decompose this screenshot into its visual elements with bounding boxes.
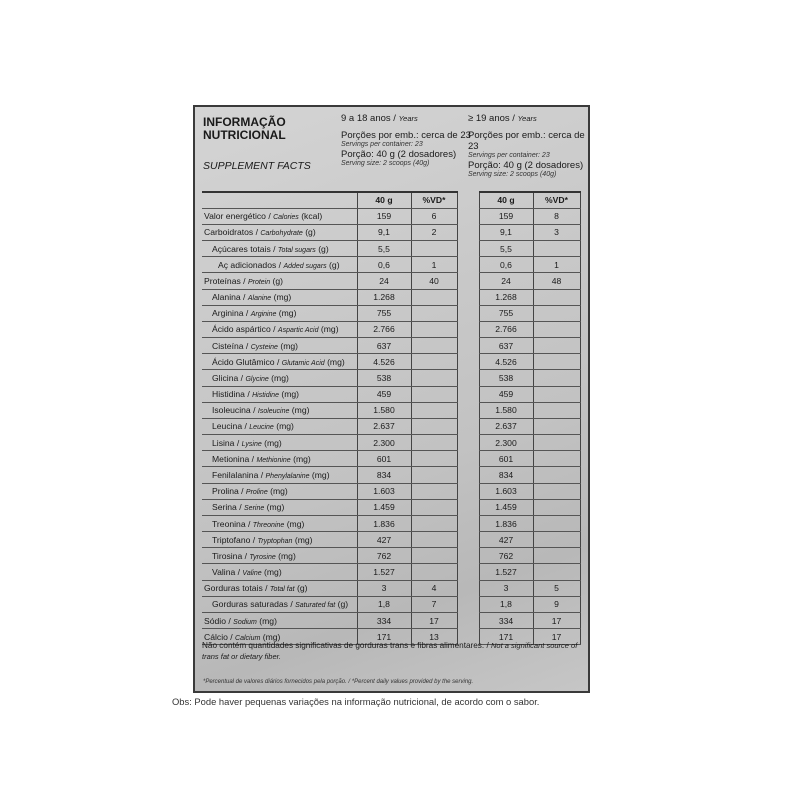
amount-1: 538 xyxy=(357,370,411,386)
table-row xyxy=(202,402,580,418)
vd-header-1: %VD* xyxy=(411,192,457,208)
vd-2: 5 xyxy=(533,580,580,596)
nutrient-unit: (mg) xyxy=(271,372,289,383)
nutrient-name xyxy=(202,257,357,273)
nutrient-unit: (mg) xyxy=(273,292,292,303)
vd-1 xyxy=(411,386,457,402)
nutrient-unit: (mg) xyxy=(286,518,305,529)
amount-1: 334 xyxy=(357,612,411,628)
label-header xyxy=(195,107,588,185)
vd-1: 7 xyxy=(411,596,457,612)
nutrient-en: Saturated fat xyxy=(295,602,336,610)
nutrient-unit: (kcal) xyxy=(301,211,323,222)
nutrient-name xyxy=(202,386,357,402)
nutrient-pt: Leucina / xyxy=(212,421,247,432)
column-header-1: 9 a 18 anos / Years Porções por emb.: cerca de 23 Servings per container: 23 Porção: 40 g (2 dosadores) Serving size: 2 scoops (40g) xyxy=(341,113,471,167)
nutrient-en: Arginine xyxy=(250,311,277,319)
vd-1: 17 xyxy=(411,612,457,628)
table-row xyxy=(202,596,580,612)
nutrient-name xyxy=(202,499,357,515)
nutrient-name xyxy=(202,241,357,257)
table-row xyxy=(202,224,580,240)
nutrient-pt: Prolina / xyxy=(212,486,244,497)
nutrient-pt: Aç adicionados / xyxy=(218,259,282,270)
table-row xyxy=(202,418,580,434)
nutrient-pt: Cálcio / xyxy=(204,631,233,642)
vd-2: 3 xyxy=(533,224,580,240)
amount-2: 1.836 xyxy=(479,515,533,531)
nutrient-en: Proline xyxy=(245,489,268,497)
vd-1: 1 xyxy=(411,257,457,273)
table-row xyxy=(202,435,580,451)
table-row xyxy=(202,321,580,337)
vd-2 xyxy=(533,321,580,337)
nutrient-name xyxy=(202,273,357,289)
table-row xyxy=(202,208,580,224)
amount-2: 834 xyxy=(479,467,533,483)
vd-2 xyxy=(533,564,580,580)
nutrient-en: Aspartic Acid xyxy=(277,327,319,335)
nutrient-unit: (mg) xyxy=(311,470,330,480)
vd-2 xyxy=(533,402,580,418)
vd-1: 4 xyxy=(411,580,457,596)
nutrient-unit: (mg) xyxy=(281,389,300,400)
table-row xyxy=(202,467,580,483)
nutrient-en: Glycine xyxy=(245,375,269,383)
table-row xyxy=(202,548,580,564)
amount-1: 762 xyxy=(357,548,411,564)
nutrient-unit: (mg) xyxy=(291,405,310,416)
amount-2: 1.268 xyxy=(479,289,533,305)
vd-2 xyxy=(533,532,580,548)
nutrient-en: Glutamic Acid xyxy=(281,359,325,367)
vd-1 xyxy=(411,418,457,434)
nutrient-en: Leucine xyxy=(249,424,274,432)
amount-2: 9,1 xyxy=(479,224,533,240)
amount-1: 1.459 xyxy=(357,499,411,515)
nutrient-name xyxy=(202,548,357,564)
nutrient-unit: (g) xyxy=(318,243,329,254)
amount-1: 1,8 xyxy=(357,596,411,612)
col1-serving-en: Serving size: 2 scoops (40g) xyxy=(341,160,430,167)
amount-2: 171 xyxy=(479,629,533,645)
vd-2 xyxy=(533,354,580,370)
nutrient-pt: Tirosina / xyxy=(212,550,248,561)
col1-portions: Porções por emb.: cerca de 23 xyxy=(341,130,471,141)
label-subtitle: SUPPLEMENT FACTS xyxy=(203,160,311,172)
nutrient-name xyxy=(202,580,357,596)
table-row xyxy=(202,564,580,580)
col2-age-en: Years xyxy=(517,114,537,123)
vd-1 xyxy=(411,305,457,321)
amount-2: 2.300 xyxy=(479,435,533,451)
col1-portions-en: Servings per container: 23 xyxy=(341,141,423,148)
nutrient-pt: Histidina / xyxy=(212,389,250,400)
amount-2: 2.637 xyxy=(479,418,533,434)
amount-1: 5,5 xyxy=(357,241,411,257)
amount-1: 637 xyxy=(357,338,411,354)
amount-1: 2.766 xyxy=(357,321,411,337)
amount-2: 24 xyxy=(479,273,533,289)
amount-1: 459 xyxy=(357,386,411,402)
nutrient-pt: Cisteína / xyxy=(212,340,249,351)
vd-2 xyxy=(533,338,580,354)
amount-2: 0,6 xyxy=(479,257,533,273)
nutrient-unit: (mg) xyxy=(293,453,311,464)
amount-2: 538 xyxy=(479,370,533,386)
amount-2: 3 xyxy=(479,580,533,596)
vd-2 xyxy=(533,386,580,402)
table-row xyxy=(202,532,580,548)
nutrient-pt: Ácido aspártico / xyxy=(212,324,276,335)
nutrient-name xyxy=(202,224,357,240)
nutrient-unit: (mg) xyxy=(278,550,296,561)
table-row xyxy=(202,338,580,354)
nutrient-name xyxy=(202,451,357,467)
vd-1: 6 xyxy=(411,208,457,224)
nutrient-unit: (g) xyxy=(272,275,284,286)
amount-2: 1.603 xyxy=(479,483,533,499)
nutrient-pt: Serina / xyxy=(212,502,242,513)
col2-serving: Porção: 40 g (2 dosadores) xyxy=(468,160,584,171)
amount-1: 3 xyxy=(357,580,411,596)
nutrient-en: Sodium xyxy=(233,618,257,626)
nutrient-en: Cysteine xyxy=(250,343,278,351)
nutrient-pt: Sódio / xyxy=(204,615,231,626)
nutrient-pt: Proteínas / xyxy=(204,275,246,286)
amount-2: 4.526 xyxy=(479,354,533,370)
nutrient-header xyxy=(202,192,357,208)
nutrient-unit: (mg) xyxy=(276,421,294,432)
amount-1: 2.637 xyxy=(357,418,411,434)
vd-2 xyxy=(533,418,580,434)
vd-2 xyxy=(533,305,580,321)
amount-1: 171 xyxy=(357,629,411,645)
nutrient-en: Tryptophan xyxy=(257,537,293,545)
nutrient-name xyxy=(202,467,357,483)
nutrient-pt: Valina / xyxy=(212,567,241,578)
vd-2: 9 xyxy=(533,596,580,612)
nutrient-unit: (mg) xyxy=(259,615,277,626)
vd-2 xyxy=(533,241,580,257)
amount-1: 1.580 xyxy=(357,402,411,418)
nutrient-unit: (g) xyxy=(305,227,316,238)
vd-1 xyxy=(411,354,457,370)
vd-2 xyxy=(533,499,580,515)
nutrient-name xyxy=(202,564,357,580)
vd-2 xyxy=(533,289,580,305)
nutrient-pt: Treonina / xyxy=(212,518,251,529)
vd-2 xyxy=(533,515,580,531)
col2-portions-en: Servings per container: 23 xyxy=(468,152,550,159)
amount-1: 2.300 xyxy=(357,435,411,451)
nutrient-en: Tyrosine xyxy=(249,553,276,561)
vd-1 xyxy=(411,321,457,337)
nutrient-pt: Valor energético / xyxy=(204,211,271,222)
nutrient-unit: (mg) xyxy=(262,631,281,642)
amount-2: 334 xyxy=(479,612,533,628)
amount-1: 427 xyxy=(357,532,411,548)
nutrient-pt: Açúcares totais / xyxy=(212,243,276,254)
amount-2: 159 xyxy=(479,208,533,224)
nutrition-label xyxy=(193,105,590,693)
nutrient-pt: Fenilalanina / xyxy=(212,470,264,480)
vd-2: 8 xyxy=(533,208,580,224)
nutrient-en: Added sugars xyxy=(283,262,327,270)
amount-1: 1.527 xyxy=(357,564,411,580)
nutrient-unit: (mg) xyxy=(278,308,297,319)
nutrient-pt: Arginina / xyxy=(212,308,249,319)
table-row xyxy=(202,370,580,386)
table-row xyxy=(202,305,580,321)
vd-1 xyxy=(411,289,457,305)
nutrient-en: Protein xyxy=(247,278,271,286)
col1-age: 9 a 18 anos xyxy=(341,113,391,124)
col1-age-en: Years xyxy=(398,114,418,123)
nutrient-unit: (mg) xyxy=(327,356,345,367)
amount-2: 2.766 xyxy=(479,321,533,337)
amount-2: 601 xyxy=(479,451,533,467)
vd-header-2: %VD* xyxy=(533,192,580,208)
nutrient-unit: (mg) xyxy=(294,534,313,545)
nutrient-name xyxy=(202,418,357,434)
nutrient-en: Valine xyxy=(242,570,262,578)
amount-1: 1.603 xyxy=(357,483,411,499)
vd-2 xyxy=(533,370,580,386)
amount-1: 0,6 xyxy=(357,257,411,273)
nutrient-en: Lysine xyxy=(241,440,262,448)
label-footnote xyxy=(202,640,585,662)
nutrient-en: Total fat xyxy=(269,586,295,594)
table-row xyxy=(202,515,580,531)
amount-2: 637 xyxy=(479,338,533,354)
vd-1: 2 xyxy=(411,224,457,240)
vd-2: 17 xyxy=(533,629,580,645)
vd-1 xyxy=(411,402,457,418)
amount-2: 755 xyxy=(479,305,533,321)
nutrient-en: Total sugars xyxy=(277,246,316,254)
amount-header-2: 40 g xyxy=(479,192,533,208)
nutrient-en: Serine xyxy=(244,505,265,513)
nutrient-en: Histidine xyxy=(252,392,279,400)
col2-serving-en: Serving size: 2 scoops (40g) xyxy=(468,171,557,178)
vd-1 xyxy=(411,435,457,451)
nutrient-en: Phenylalanine xyxy=(265,473,310,480)
title-line-1: INFORMAÇÃO xyxy=(203,115,286,129)
vd-1 xyxy=(411,548,457,564)
nutrient-unit: (mg) xyxy=(320,324,339,335)
table-row xyxy=(202,354,580,370)
percent-pt: *Percentual de valores diários fornecidos pela porção. / xyxy=(203,679,351,685)
vd-1 xyxy=(411,370,457,386)
nutrient-unit: (mg) xyxy=(270,486,288,497)
amount-header-1: 40 g xyxy=(357,192,411,208)
amount-2: 1,8 xyxy=(479,596,533,612)
table-row xyxy=(202,273,580,289)
nutrient-name xyxy=(202,338,357,354)
table-row xyxy=(202,257,580,273)
table-row xyxy=(202,386,580,402)
amount-1: 1.836 xyxy=(357,515,411,531)
col2-age: ≥ 19 anos xyxy=(468,113,510,124)
amount-1: 159 xyxy=(357,208,411,224)
nutrient-pt: Isoleucina / xyxy=(212,405,256,416)
nutrient-unit: (g) xyxy=(329,259,340,270)
nutrient-pt: Metionina / xyxy=(212,453,255,464)
percent-footnote xyxy=(203,679,473,685)
nutrient-name xyxy=(202,515,357,531)
amount-1: 755 xyxy=(357,305,411,321)
amount-1: 9,1 xyxy=(357,224,411,240)
nutrient-en: Calories xyxy=(273,214,299,222)
nutrient-pt: Gorduras totais / xyxy=(204,583,268,594)
nutrient-name xyxy=(202,612,357,628)
nutrient-pt: Gorduras saturadas / xyxy=(212,599,293,610)
vd-2: 1 xyxy=(533,257,580,273)
nutrient-unit: (mg) xyxy=(264,567,282,578)
table-row xyxy=(202,612,580,628)
vd-2 xyxy=(533,435,580,451)
table-row xyxy=(202,483,580,499)
col1-serving: Porção: 40 g (2 dosadores) xyxy=(341,149,457,160)
vd-1 xyxy=(411,241,457,257)
title-line-2: NUTRICIONAL xyxy=(203,128,286,142)
column-header-2: ≥ 19 anos / Years Porções por emb.: cerca de 23 Servings per container: 23 Porção: 40 g (2 dosadores) Serving size: 2 scoops (40g) xyxy=(468,113,588,179)
nutrient-unit: (g) xyxy=(296,583,308,594)
amount-2: 1.527 xyxy=(479,564,533,580)
vd-1 xyxy=(411,483,457,499)
table-header-row xyxy=(202,192,580,208)
nutrient-pt: Carboidratos / xyxy=(204,227,258,238)
amount-1: 4.526 xyxy=(357,354,411,370)
nutrient-en: Isoleucine xyxy=(257,408,290,416)
table-row xyxy=(202,499,580,515)
amount-2: 5,5 xyxy=(479,241,533,257)
vd-1 xyxy=(411,564,457,580)
amount-2: 459 xyxy=(479,386,533,402)
table-row xyxy=(202,241,580,257)
vd-1: 40 xyxy=(411,273,457,289)
nutrient-name xyxy=(202,208,357,224)
amount-1: 834 xyxy=(357,467,411,483)
vd-2 xyxy=(533,451,580,467)
vd-1 xyxy=(411,499,457,515)
table-row xyxy=(202,451,580,467)
label-title xyxy=(203,116,286,142)
table-row xyxy=(202,289,580,305)
amount-2: 427 xyxy=(479,532,533,548)
nutrient-unit: (g) xyxy=(337,599,349,610)
nutrient-en: Calcium xyxy=(235,634,261,642)
nutrient-name xyxy=(202,532,357,548)
nutrient-name xyxy=(202,354,357,370)
vd-1 xyxy=(411,467,457,483)
nutrient-pt: Alanina / xyxy=(212,292,246,303)
footnote-en: Not a significant source of trans fat or dietary fiber. xyxy=(202,641,578,661)
nutrient-en: Carbohydrate xyxy=(260,230,303,238)
amount-1: 1.268 xyxy=(357,289,411,305)
observation-note: Obs: Pode haver pequenas variações na informação nutricional, de acordo com o sabor. xyxy=(172,696,540,707)
vd-2 xyxy=(533,548,580,564)
vd-1 xyxy=(411,532,457,548)
vd-2 xyxy=(533,483,580,499)
nutrient-name xyxy=(202,435,357,451)
nutrient-name xyxy=(202,305,357,321)
nutrient-name xyxy=(202,289,357,305)
nutrient-name xyxy=(202,370,357,386)
vd-1: 13 xyxy=(411,629,457,645)
amount-1: 601 xyxy=(357,451,411,467)
footnote-pt: Não contém quantidades significativas de gorduras trans e fibras alimentares. / xyxy=(202,641,489,650)
amount-2: 1.580 xyxy=(479,402,533,418)
col2-portions: Porções por emb.: cerca de 23 xyxy=(468,130,585,152)
nutrient-name xyxy=(202,483,357,499)
nutrient-unit: (mg) xyxy=(280,340,298,351)
vd-1 xyxy=(411,451,457,467)
nutrition-table xyxy=(202,191,581,645)
nutrient-name xyxy=(202,596,357,612)
nutrient-pt: Glicina / xyxy=(212,372,244,383)
vd-2: 17 xyxy=(533,612,580,628)
nutrient-pt: Ácido Glutâmico / xyxy=(212,356,280,367)
nutrient-unit: (mg) xyxy=(266,502,285,513)
amount-2: 762 xyxy=(479,548,533,564)
nutrient-unit: (mg) xyxy=(264,437,282,448)
table-row xyxy=(202,580,580,596)
vd-2: 48 xyxy=(533,273,580,289)
amount-2: 1.459 xyxy=(479,499,533,515)
amount-1: 24 xyxy=(357,273,411,289)
nutrient-en: Alanine xyxy=(247,295,272,303)
vd-1 xyxy=(411,515,457,531)
percent-en: *Percent daily values provided by the serving. xyxy=(351,679,474,685)
nutrient-name xyxy=(202,321,357,337)
nutrient-pt: Lisina / xyxy=(212,437,240,448)
nutrient-pt: Triptofano / xyxy=(212,534,256,545)
nutrient-name xyxy=(202,402,357,418)
nutrient-en: Threonine xyxy=(252,521,285,529)
vd-2 xyxy=(533,467,580,483)
nutrient-en: Methionine xyxy=(256,456,291,464)
vd-1 xyxy=(411,338,457,354)
